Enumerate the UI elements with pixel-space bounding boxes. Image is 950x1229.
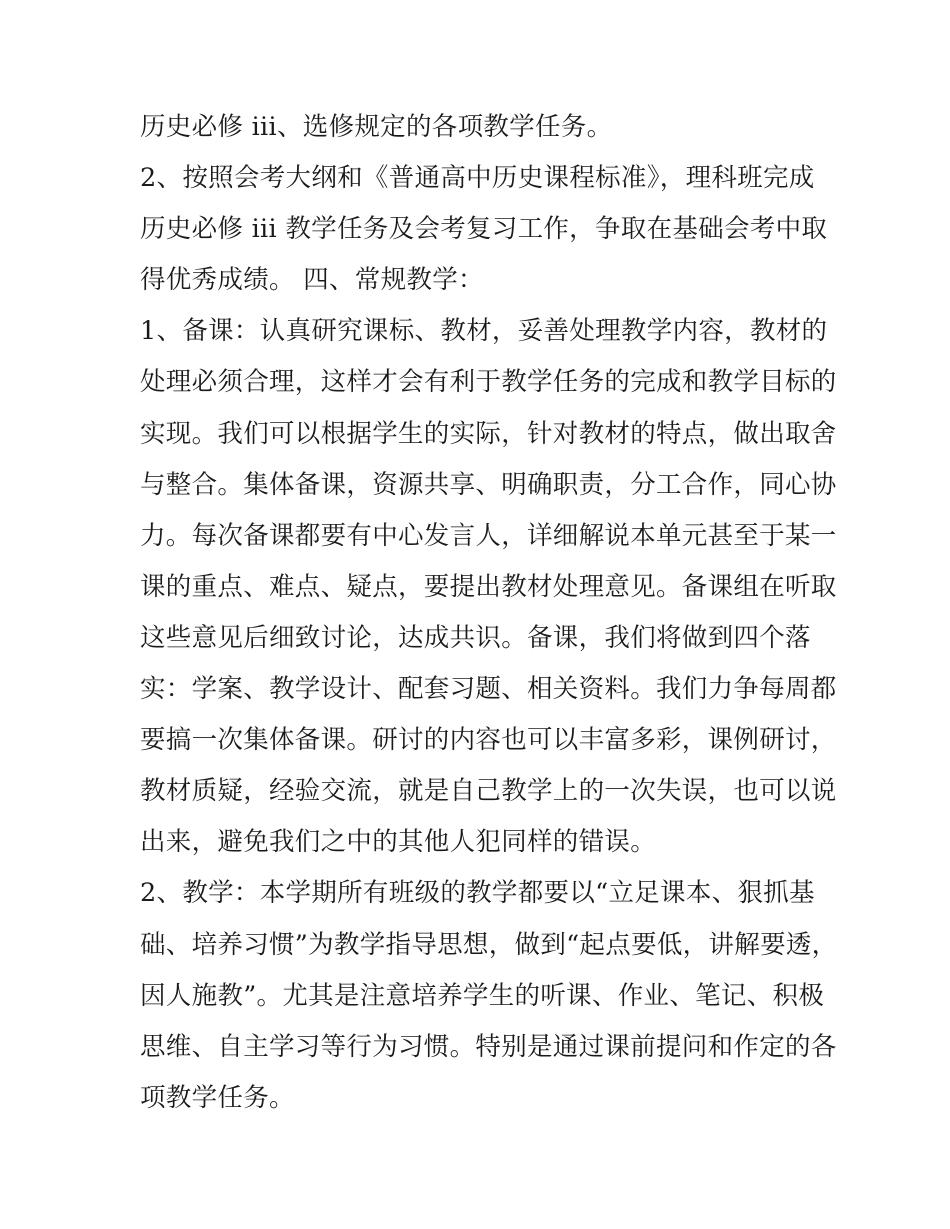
text-line: 历史必修 iii、选修规定的各项教学任务。 [140, 112, 613, 142]
text-line: 与整合。集体备课，资源共享、明确职责，分工合作，同心协 [140, 469, 837, 500]
text-line: 实：学案、教学设计、配套习题、相关资料。我们力争每周都 [140, 674, 837, 705]
text-line: 实现。我们可以根据学生的实际，针对教材的特点，做出取舍 [140, 418, 837, 449]
text-line: 历史必修 iii 教学任务及会考复习工作，争取在基础会考中取 [140, 214, 828, 245]
document-body [140, 102, 840, 1124]
text-line: 出来，避免我们之中的其他人犯同样的错误。 [140, 827, 657, 858]
text-line: 因人施教”。尤其是注意培养学生的听课、作业、笔记、积极 [140, 980, 825, 1011]
text-line: 思维、自主学习等行为习惯。特别是通过课前提问和作定的各 [140, 1031, 837, 1062]
text-line: 要搞一次集体备课。研讨的内容也可以丰富多彩，课例研讨， [140, 725, 837, 756]
text-line: 1、备课：认真研究课标、教材，妥善处理教学内容，教材的 [140, 316, 828, 347]
text-line: 这些意见后细致讨论，达成共识。备课，我们将做到四个落 [140, 622, 811, 653]
text-line: 2、教学：本学期所有班级的教学都要以“立足课本、狠抓基 [140, 878, 815, 909]
text-line: 教材质疑，经验交流，就是自己教学上的一次失误，也可以说 [140, 776, 837, 807]
text-line: 2、按照会考大纲和《普通高中历史课程标准》，理科班完成 [140, 163, 815, 194]
text-line: 础、培养习惯”为教学指导思想，做到“起点要低，讲解要透， [140, 929, 838, 960]
text-line: 得优秀成绩。 四、常规教学： [140, 265, 484, 296]
text-line: 处理必须合理，这样才会有利于教学任务的完成和教学目标的 [140, 367, 837, 398]
text-line: 项教学任务。 [140, 1082, 295, 1113]
text-line: 课的重点、难点、疑点，要提出教材处理意见。备课组在听取 [140, 571, 837, 602]
text-line: 力。每次备课都要有中心发言人，详细解说本单元甚至于某一 [140, 520, 837, 551]
